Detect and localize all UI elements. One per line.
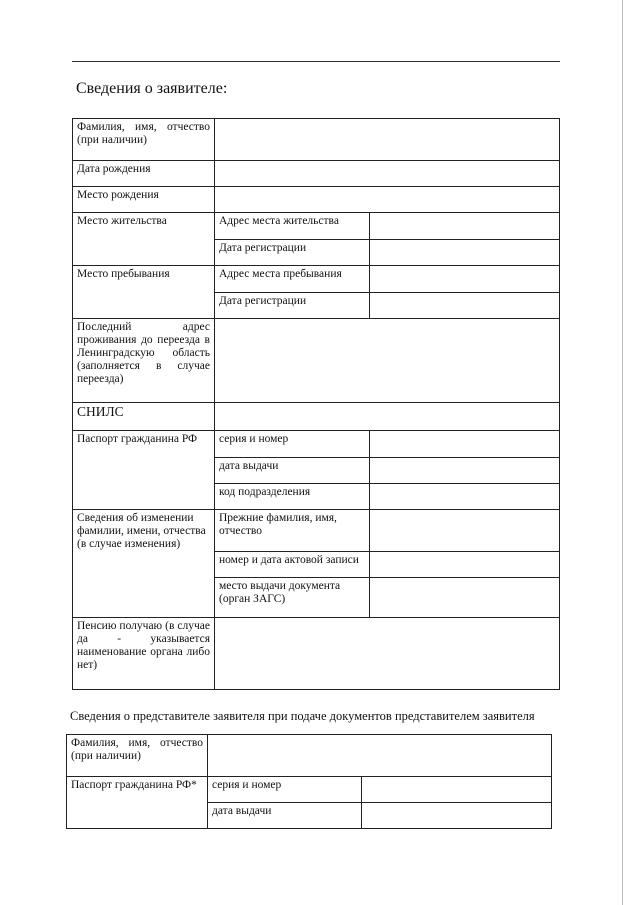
rep-passport-series-label: серия и номер bbox=[208, 777, 362, 803]
issue-place-label: место выдачи документа (орган ЗАГС) bbox=[215, 578, 370, 618]
residence-address-field[interactable] bbox=[370, 213, 560, 240]
residence-reg-date-field[interactable] bbox=[370, 240, 560, 266]
pension-field[interactable] bbox=[215, 618, 560, 690]
snils-label: СНИЛС bbox=[73, 403, 215, 431]
passport-label: Паспорт гражданина РФ bbox=[73, 431, 215, 510]
rep-full-name-label: Фамилия, имя, отчество (при наличии) bbox=[67, 735, 208, 777]
stay-reg-date-label: Дата регистрации bbox=[215, 293, 370, 319]
residence-label: Место жительства bbox=[73, 213, 215, 266]
table-row bbox=[73, 266, 560, 293]
passport-issue-date-field[interactable] bbox=[370, 458, 560, 484]
last-address-label: Последний адрес проживания до переезда в Ленинградскую область (заполняется в случае переезда) bbox=[73, 319, 215, 403]
full-name-label: Фамилия, имя, отчество (при наличии) bbox=[73, 119, 215, 161]
passport-issue-date-label: дата выдачи bbox=[215, 458, 370, 484]
representative-table bbox=[66, 734, 552, 829]
passport-division-code-field[interactable] bbox=[370, 484, 560, 510]
birth-place-field[interactable] bbox=[215, 187, 560, 213]
applicant-heading: Сведения о заявителе: bbox=[76, 80, 228, 97]
applicant-table bbox=[72, 118, 560, 690]
table-row bbox=[73, 618, 560, 690]
passport-division-code-label: код подразделения bbox=[215, 484, 370, 510]
stay-address-label: Адрес места пребывания bbox=[215, 266, 370, 293]
representative-heading: Сведения о представителе заявителя при подаче документов представителем заявителя bbox=[70, 709, 535, 723]
rep-passport-issue-date-field[interactable] bbox=[362, 803, 552, 829]
rep-passport-label: Паспорт гражданина РФ* bbox=[67, 777, 208, 829]
table-row bbox=[67, 777, 552, 803]
table-row bbox=[73, 187, 560, 213]
stay-reg-date-field[interactable] bbox=[370, 293, 560, 319]
act-record-field[interactable] bbox=[370, 552, 560, 578]
passport-series-field[interactable] bbox=[370, 431, 560, 458]
table-row bbox=[73, 431, 560, 458]
table-row bbox=[73, 213, 560, 240]
birth-date-field[interactable] bbox=[215, 161, 560, 187]
rep-passport-issue-date-label: дата выдачи bbox=[208, 803, 362, 829]
pension-label: Пенсию получаю (в случае да - указывается наименование органа либо нет) bbox=[73, 618, 215, 690]
table-row bbox=[73, 403, 560, 431]
snils-field[interactable] bbox=[215, 403, 560, 431]
stay-address-field[interactable] bbox=[370, 266, 560, 293]
full-name-field[interactable] bbox=[215, 119, 560, 161]
page-edge-line bbox=[622, 0, 623, 905]
previous-name-label: Прежние фамилия, имя, отчество bbox=[215, 510, 370, 552]
previous-name-field[interactable] bbox=[370, 510, 560, 552]
table-row bbox=[67, 735, 552, 777]
table-row bbox=[73, 119, 560, 161]
birth-date-label: Дата рождения bbox=[73, 161, 215, 187]
rep-full-name-field[interactable] bbox=[208, 735, 552, 777]
residence-reg-date-label: Дата регистрации bbox=[215, 240, 370, 266]
table-row bbox=[73, 510, 560, 552]
stay-label: Место пребывания bbox=[73, 266, 215, 319]
name-change-label: Сведения об изменении фамилии, имени, отчества (в случае изменения) bbox=[73, 510, 215, 618]
table-row bbox=[73, 319, 560, 403]
residence-address-label: Адрес места жительства bbox=[215, 213, 370, 240]
rep-passport-series-field[interactable] bbox=[362, 777, 552, 803]
passport-series-label: серия и номер bbox=[215, 431, 370, 458]
birth-place-label: Место рождения bbox=[73, 187, 215, 213]
last-address-field[interactable] bbox=[215, 319, 560, 403]
header-rule bbox=[72, 61, 560, 62]
issue-place-field[interactable] bbox=[370, 578, 560, 618]
table-row bbox=[73, 161, 560, 187]
act-record-label: номер и дата актовой записи bbox=[215, 552, 370, 578]
